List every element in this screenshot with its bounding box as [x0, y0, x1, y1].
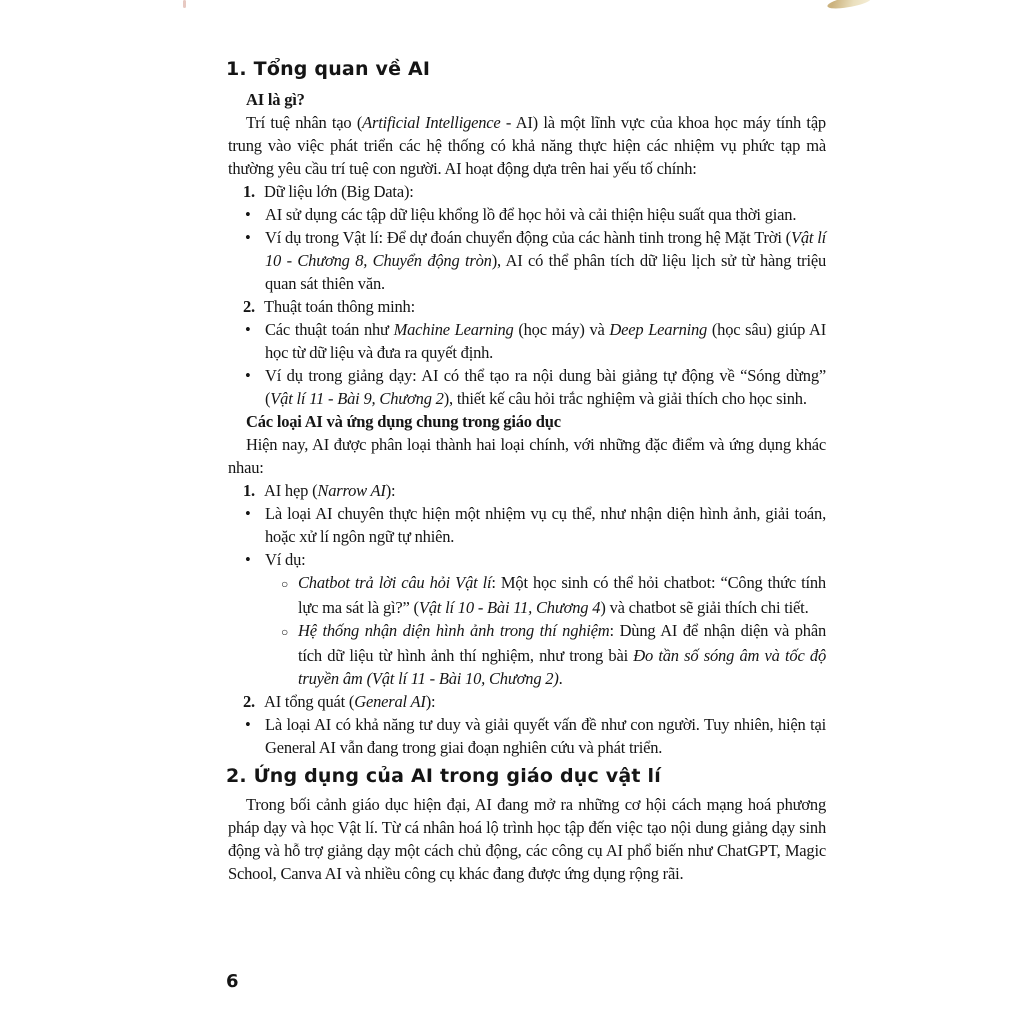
bullet-item-narrow-ai-description: [228, 502, 826, 548]
page-number: 6: [226, 971, 239, 992]
subbullet-item-chatbot: [228, 571, 826, 619]
bullet-icon: •: [245, 366, 251, 385]
paragraph-ai-definition: Trí tuệ nhân tạo (Artificial Intelligence - AI) là một lĩnh vực của khoa học máy tính tập trung vào việc phát triển các hệ thống có khả năng thực hiện các nhiệm vụ phức tạp mà thường yêu cầu trí tuệ con người. AI hoạt động dựa trên hai yếu tố chính:: [228, 113, 826, 178]
list-item-text: AI tổng quát (General AI):: [264, 692, 436, 711]
list-item-smart-algorithms: [228, 295, 826, 318]
bullet-item-text: AI sử dụng các tập dữ liệu khổng lồ để học hỏi và cải thiện hiệu suất qua thời gian.: [265, 205, 797, 224]
bullet-item-general-ai-description: [228, 713, 826, 759]
list-number: 2.: [243, 692, 255, 711]
list-item-general-ai: [228, 690, 826, 713]
subbullet-item-text: Chatbot trả lời câu hỏi Vật lí: Một học sinh có thể hỏi chatbot: “Công thức tính lực ma sát là gì?” (Vật lí 10 - Bài 11, Chương 4) và chatbot sẽ giải thích chi tiết.: [298, 573, 826, 617]
bullet-icon: •: [245, 205, 251, 224]
subheading-ai-types: Các loại AI và ứng dụng chung trong giáo dục: [246, 412, 561, 431]
bullet-item-text: Ví dụ trong Vật lí: Để dự đoán chuyển động của các hành tinh trong hệ Mặt Trời (Vật lí 10 - Chương 8, Chuyển động tròn), AI có thể phân tích dữ liệu lịch sử từ hàng triệu quan sát thiên văn.: [265, 228, 826, 293]
list-item-text: Dữ liệu lớn (Big Data):: [264, 182, 414, 201]
bullet-item-teaching-example: [228, 364, 826, 410]
scan-artifact-top-left: [183, 0, 186, 8]
bullet-icon: •: [245, 715, 251, 734]
bullet-item-example-label: [228, 548, 826, 571]
bullet-item-text: Là loại AI chuyên thực hiện một nhiệm vụ cụ thể, như nhận diện hình ảnh, giải toán, hoặc xử lí ngôn ngữ tự nhiên.: [265, 504, 826, 546]
bullet-item-text: Ví dụ trong giảng dạy: AI có thể tạo ra nội dung bài giảng tự động về “Sóng dừng” (Vật lí 11 - Bài 9, Chương 2), thiết kế câu hỏi trắc nghiệm và giải thích cho học sinh.: [265, 366, 826, 408]
bullet-item-ml-dl: [228, 318, 826, 364]
bullet-icon: •: [245, 504, 251, 523]
bullet-item-text: Là loại AI có khả năng tư duy và giải quyết vấn đề như con người. Tuy nhiên, hiện tại General AI vẫn đang trong giai đoạn nghiên cứu và phát triển.: [265, 715, 826, 757]
bullet-item-text: Ví dụ:: [265, 550, 306, 569]
circle-bullet-icon: ○: [281, 577, 289, 591]
subbullet-item-image-recognition: [228, 619, 826, 690]
list-number: 2.: [243, 297, 255, 316]
page-content: [228, 50, 826, 885]
list-item-text: Thuật toán thông minh:: [264, 297, 415, 316]
bullet-item-datasets: [228, 203, 826, 226]
list-number: 1.: [243, 481, 255, 500]
bullet-item-physics-example-planets: [228, 226, 826, 295]
bullet-icon: •: [245, 320, 251, 339]
section-heading-overview: 1. Tổng quan về AI: [226, 58, 431, 80]
subheading-what-is-ai: AI là gì?: [246, 90, 305, 109]
list-item-narrow-ai: [228, 479, 826, 502]
bullet-item-text: Các thuật toán như Machine Learning (học máy) và Deep Learning (học sâu) giúp AI học từ dữ liệu và đưa ra quyết định.: [265, 320, 827, 362]
list-number: 1.: [243, 182, 255, 201]
paragraph-ai-in-physics-education: Trong bối cảnh giáo dục hiện đại, AI đang mở ra những cơ hội cách mạng hoá phương pháp dạy và học Vật lí. Từ cá nhân hoá lộ trình học tập đến việc tạo nội dung giảng dạy sinh động và hỗ trợ giảng dạy một cách chủ động, các công cụ AI phổ biến như ChatGPT, Magic School, Canva AI và nhiều công cụ khác đang được ứng dụng rộng rãi.: [228, 795, 826, 883]
bullet-icon: •: [245, 228, 251, 247]
section-heading-ai-applications: 2. Ứng dụng của AI trong giáo dục vật lí: [226, 765, 661, 787]
subbullet-item-text: Hệ thống nhận diện hình ảnh trong thí nghiệm: Dùng AI để nhận diện và phân tích dữ liệu từ hình ảnh thí nghiệm, như trong bài Đo tần số sóng âm và tốc độ truyền âm (Vật lí 11 - Bài 10, Chương 2).: [298, 621, 826, 688]
paragraph-ai-classification: Hiện nay, AI được phân loại thành hai loại chính, với những đặc điểm và ứng dụng khác nhau:: [228, 435, 826, 477]
list-item-big-data: [228, 180, 826, 203]
scan-artifact-top-right: [826, 0, 871, 11]
list-item-text: AI hẹp (Narrow AI):: [264, 481, 396, 500]
bullet-icon: •: [245, 550, 251, 569]
circle-bullet-icon: ○: [281, 625, 289, 639]
